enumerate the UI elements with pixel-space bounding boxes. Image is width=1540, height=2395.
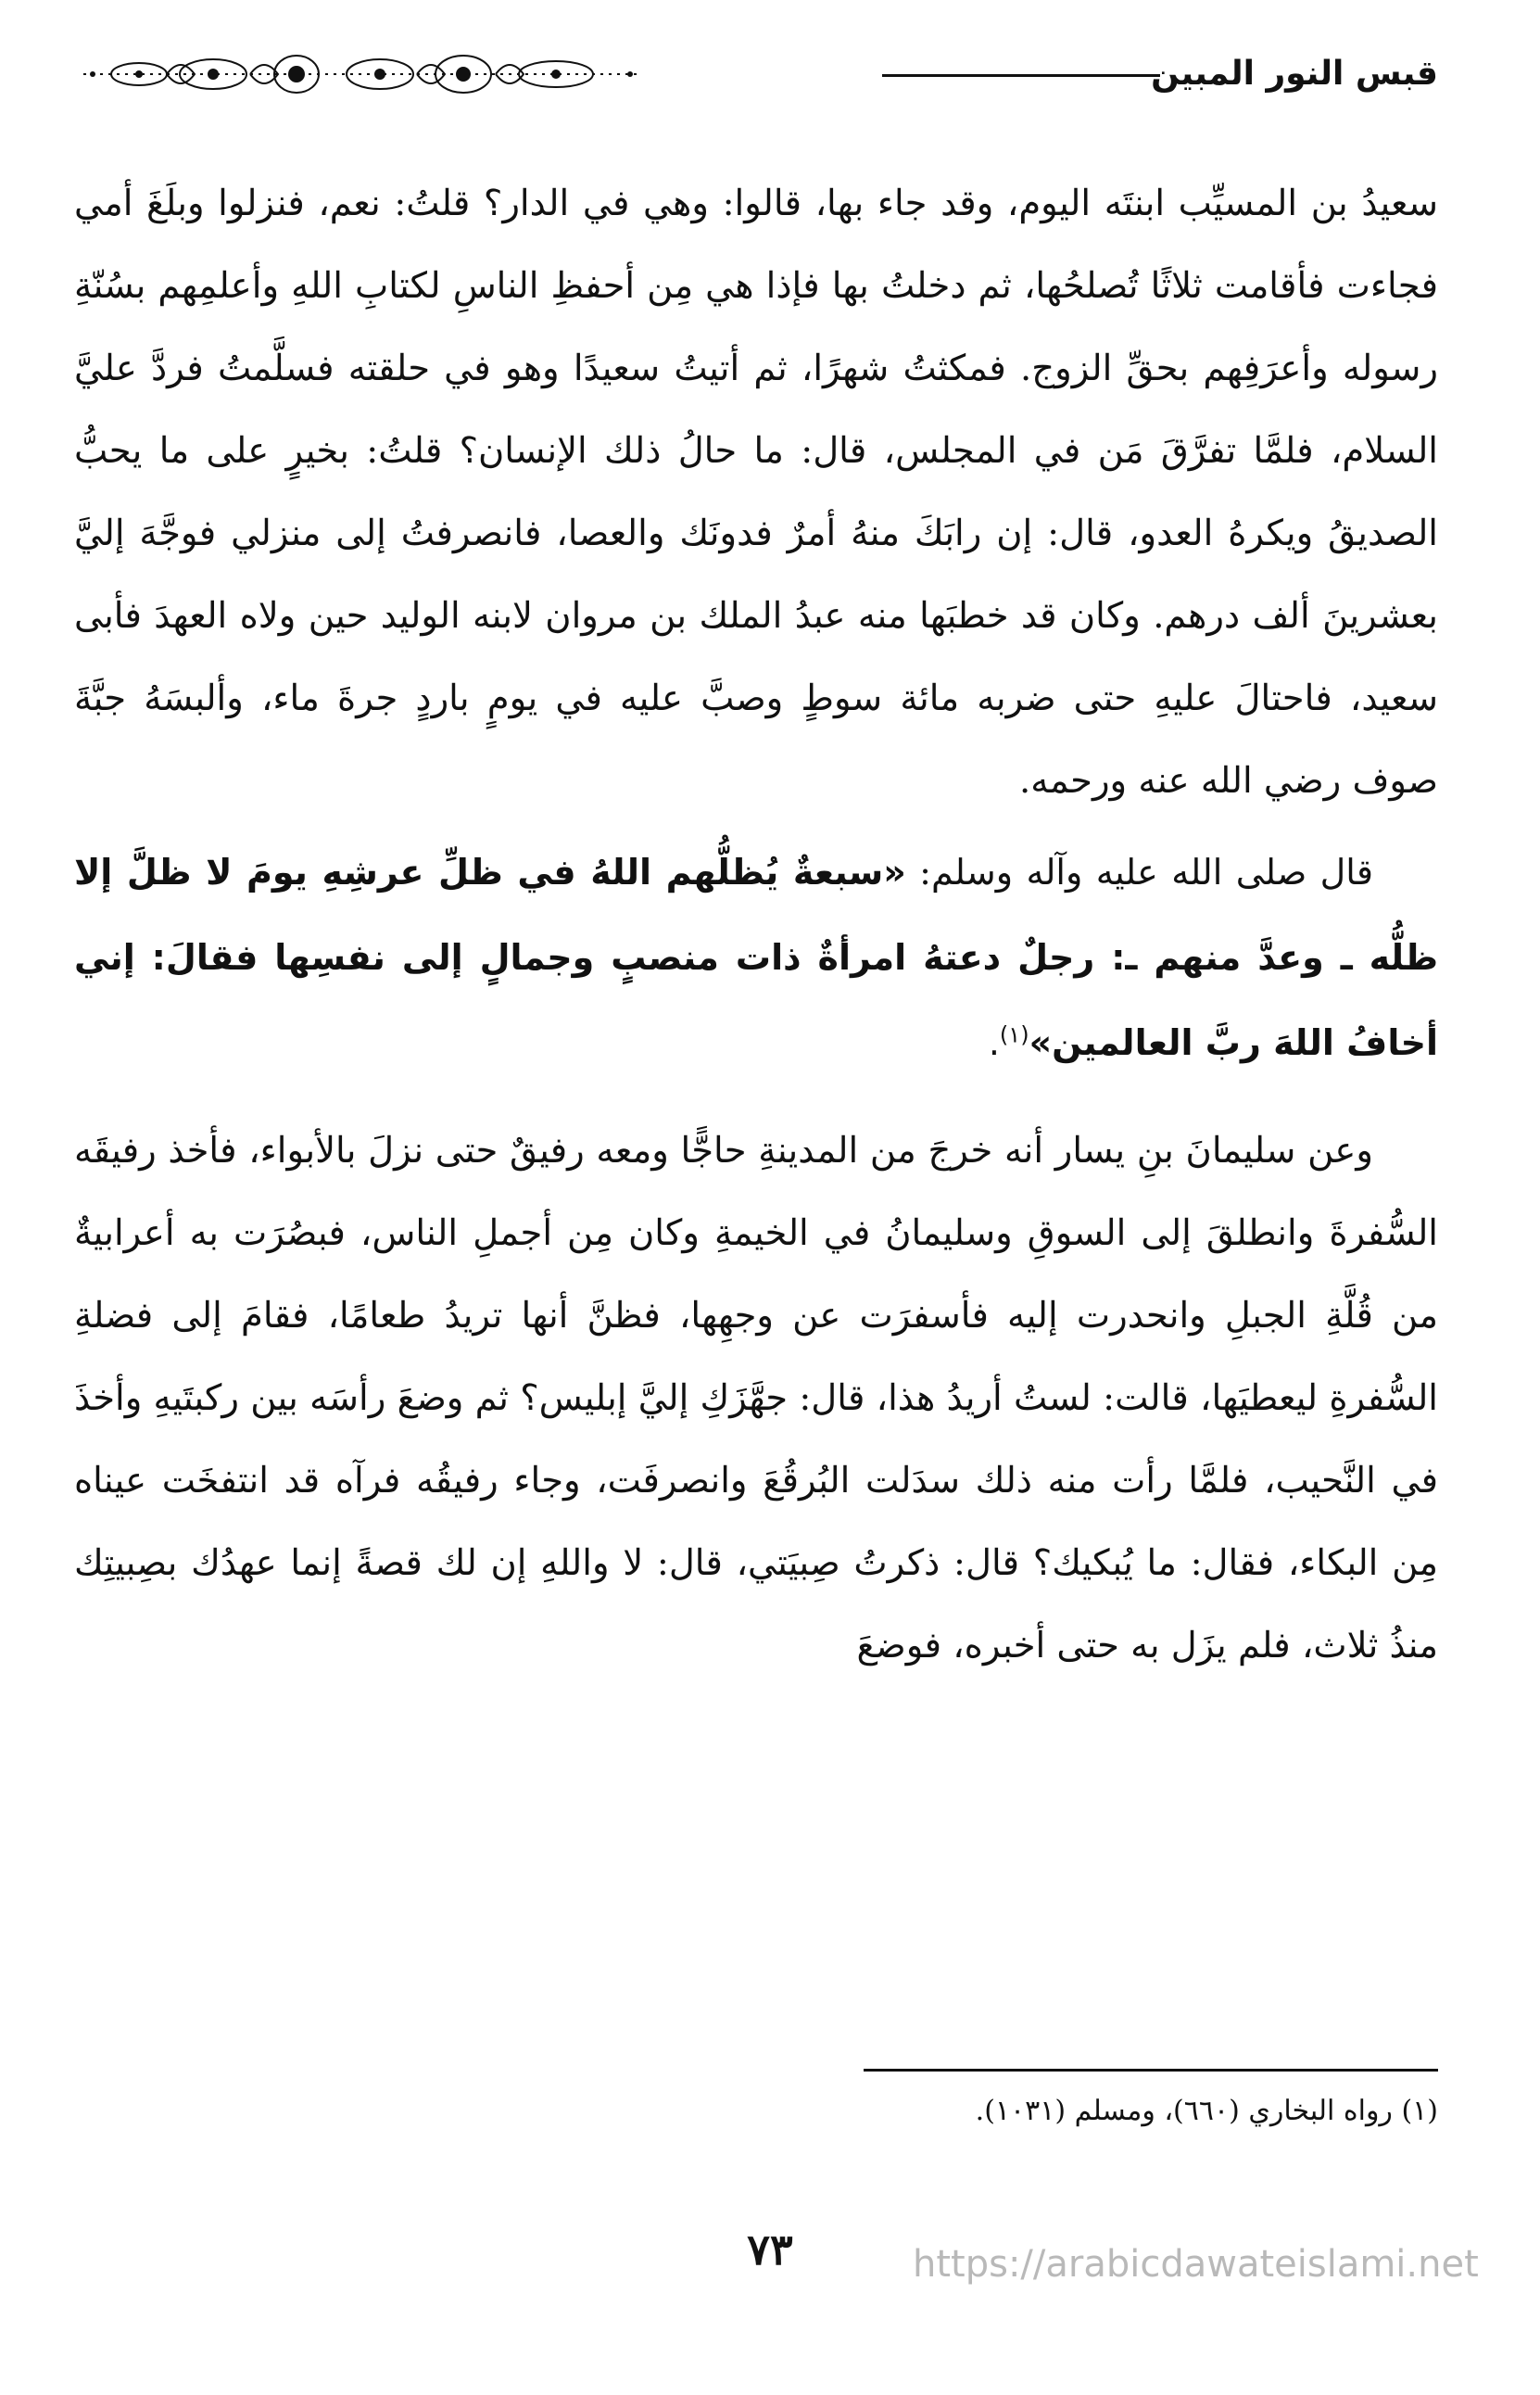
running-title: قبس النور المبين [1151,55,1438,93]
hadith-quote: «سبعةٌ يُظلُّهم اللهُ في ظلِّ عرشِهِ يومَ لا ظلَّ إلا ظلُّه ـ وعدَّ منهم ـ: رجلٌ دعتهُ امرأةٌ ذات منصبٍ وجمالٍ إلى نفسِها فقالَ: إني أخافُ اللهَ ربَّ العالمين» [74,852,1438,1063]
header-rule [882,74,1160,77]
paragraph-1: سعيدُ بن المسيِّب ابنتَه اليوم، وقد جاء بها، قالوا: وهي في الدار؟ قلتُ: نعم، فنزلوا وبلَغَ أمي فجاءت فأقامت ثلاثًا تُصلحُها، ثم دخلتُ بها فإذا هي مِن أحفظِ الناسِ لكتابِ اللهِ وأعلمِهم بسُنّةِ رسوله وأعرَفِهم بحقِّ الزوج. فمكثتُ شهرًا، ثم أتيتُ سعيدًا وهو في حلقته فسلَّمتُ فردَّ عليَّ السلام، فلمَّا تفرَّقَ مَن في المجلس، قال: ما حالُ ذلك الإنسان؟ قلتُ: بخيرٍ على ما يحبُّ الصديقُ ويكرهُ العدو، قال: إن رابَكَ منهُ أمرٌ فدونَك والعصا، فانصرفتُ إلى منزلي فوجَّهَ إليَّ بعشرينَ ألف درهم. وكان قد خطبَها منه عبدُ الملك بن مروان لابنه الوليد حين ولاه العهدَ فأبى سعيد، فاحتالَ عليهِ حتى ضربه مائة سوطٍ وصبَّ عليه في يومٍ باردٍ جرةَ ماء، وألبسَهُ جبَّةَ صوف رضي الله عنه ورحمه. [74,183,1438,802]
hadith-end: . [988,1022,1000,1063]
header-ornament-icon [74,50,649,98]
watermark[interactable]: https://arabicdawateislami.net [913,2243,1479,2286]
paragraph-2: وعن سليمانَ بنِ يسار أنه خرجَ من المدينةِ حاجًّا ومعه رفيقٌ حتى نزلَ بالأبواء، فأخذ رفيقَه السُّفرةَ وانطلقَ إلى السوقِ وسليمانُ في الخيمةِ وكان مِن أجملِ الناس، فبصُرَت به أعرابيةٌ من قُلَّةِ الجبلِ وانحدرت إليه فأسفرَت عن وجهِها، فظنَّ أنها تريدُ طعامًا، فقامَ إلى فضلةِ السُّفرةِ ليعطيَها، قالت: لستُ أريدُ هذا، قال: جهَّزَكِ إليَّ إبليس؟ ثم وضعَ رأسَه بين ركبتَيهِ وأخذَ في النَّحيب، فلمَّا رأت منه ذلك سدَلت البُرقُعَ وانصرفَت، وجاء رفيقُه فرآه قد انتفخَت عيناه مِن البكاء، فقال: ما يُبكيك؟ قال: ذكرتُ صِبيَتي، قال: لا واللهِ إن لك قصةً إنما عهدُك بصِبيتِك منذُ ثلاث، فلم يزَل به حتى أخبره، فوضعَ [74,1130,1438,1666]
hadith-block [74,830,1438,1085]
footnote: (١) رواه البخاري (٦٦٠)، ومسلم (١٠٣١). [975,2095,1438,2127]
page-header [74,48,1438,104]
footnote-rule [864,2069,1438,2072]
main-text [74,162,1438,1687]
footnote-reference[interactable]: (١) [999,1021,1029,1048]
hadith-intro: قال صلى الله عليه وآله وسلم: [905,852,1373,893]
page-number: ٧٣ [747,2224,793,2275]
